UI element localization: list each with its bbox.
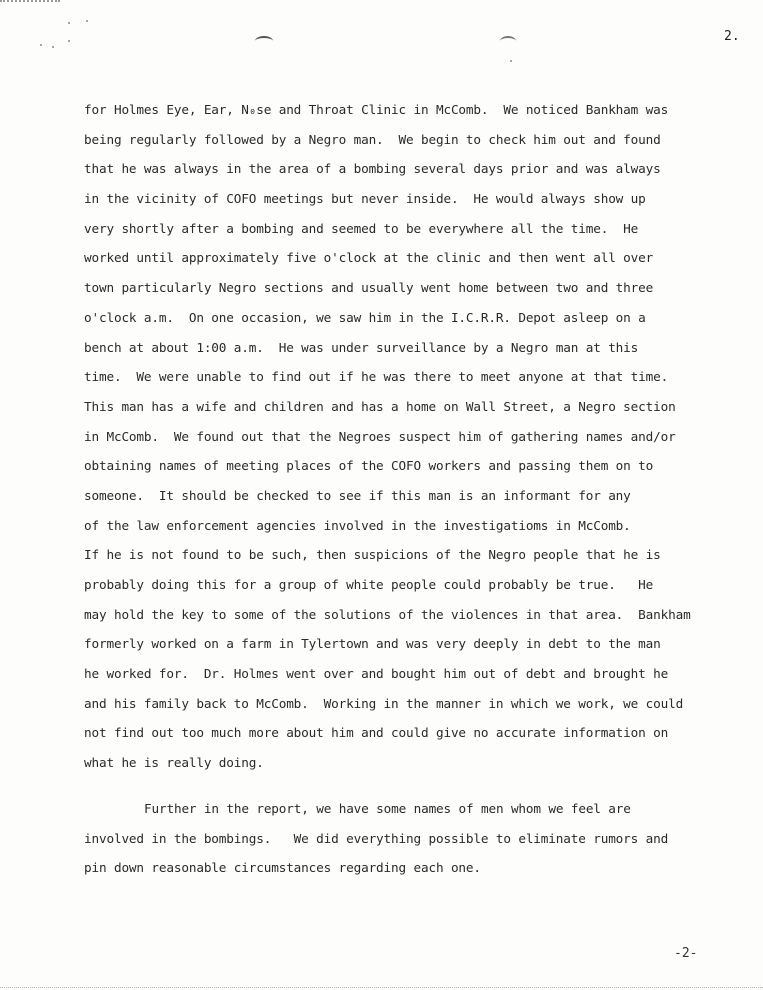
speck (86, 20, 88, 22)
text-line: bench at about 1:00 a.m. He was under surveillance by a Negro man at this (84, 339, 639, 355)
text-line: and his family back to McComb. Working in the manner in which we work, we could (84, 695, 684, 711)
text-line: This man has a wife and children and has a home on Wall Street, a Negro section (84, 398, 676, 414)
text-line: worked until approximately five o'clock at the clinic and then went all over (84, 250, 654, 266)
text-line: someone. It should be checked to see if this man is an informant for any (84, 487, 631, 503)
text-line: in the vicinity of COFO meetings but never inside. He would always show up (84, 191, 646, 207)
text-line: probably doing this for a group of white people could probably be true. He (84, 577, 654, 592)
text-line: what he is really doing. (84, 755, 264, 771)
page-edge-mark (0, 0, 60, 5)
text-line: being regularly followed by a Negro man. We begin to check him out and found (84, 131, 661, 147)
speck (510, 60, 512, 62)
text-line: not find out too much more about him and could give no accurate information on (84, 725, 669, 741)
page-edge-mark (0, 987, 763, 988)
text-line: for Holmes Eye, Ear, N₀se and Throat Clinic in McComb. We noticed Bankham was (84, 102, 669, 117)
text-line: Further in the report, we have some names of men whom we feel are (144, 800, 631, 816)
speck (52, 46, 54, 48)
text-line: town particularly Negro sections and usually went home between two and three (84, 280, 654, 296)
text-line: involved in the bombings. We did everything possible to eliminate rumors and (84, 830, 669, 846)
text-line: time. We were unable to find out if he was there to meet anyone at that time. (84, 369, 669, 385)
text-line: he worked for. Dr. Holmes went over and bought him out of debt and brought he (84, 666, 669, 682)
paragraph-1 (84, 95, 724, 778)
page-number-top: 2. (724, 29, 740, 44)
speck (68, 22, 70, 24)
report-body (84, 95, 724, 883)
text-line: obtaining names of meeting places of the COFO workers and passing them on to (84, 458, 654, 474)
punch-hole-mark (500, 36, 516, 46)
text-line: that he was always in the area of a bombing several days prior and was always (84, 161, 661, 177)
text-line: in McComb. We found out that the Negroes suspect him of gathering names and/or (84, 428, 676, 444)
speck (40, 44, 42, 46)
speck (68, 40, 70, 42)
text-line: pin down reasonable circumstances regarding each one. (84, 860, 481, 876)
text-line: formerly worked on a farm in Tylertown and was very deeply in debt to the man (84, 636, 661, 652)
punch-hole-mark (255, 36, 273, 46)
text-line: If he is not found to be such, then suspicions of the Negro people that he is (84, 547, 661, 563)
text-line: of the law enforcement agencies involved in the investigatioms in McComb. (84, 517, 631, 533)
page-number-bottom: -2- (674, 946, 698, 961)
text-line: o'clock a.m. On one occasion, we saw him in the I.C.R.R. Depot asleep on a (84, 309, 646, 325)
text-line: may hold the key to some of the solutions of the violences in that area. Bankham (84, 606, 691, 622)
paragraph-2 (84, 794, 724, 883)
text-line: very shortly after a bombing and seemed to be everywhere all the time. He (84, 220, 639, 236)
